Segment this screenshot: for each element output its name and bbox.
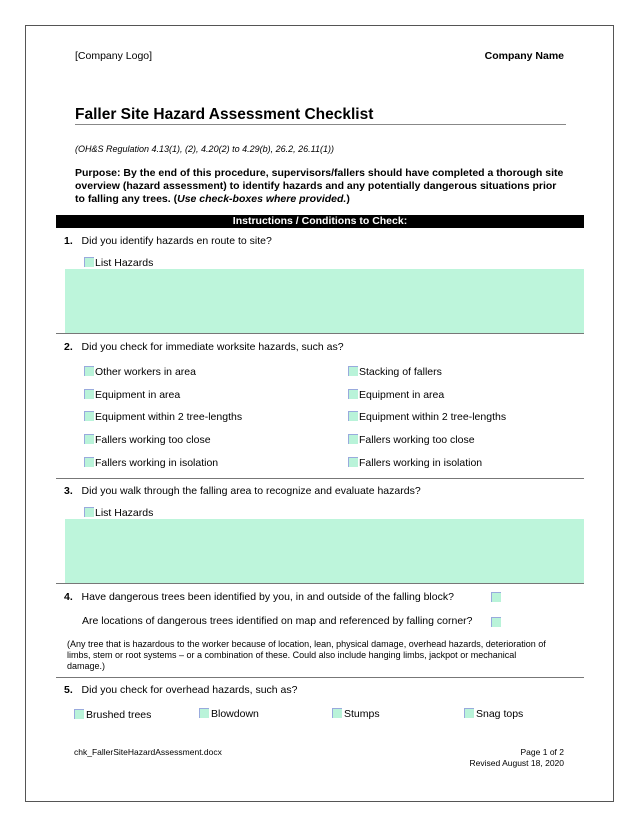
option-label: Stacking of fallers [359,366,442,378]
purpose-line-2: overview (hazard assessment) to identify hazards and any potentially dangerous situations prior [75,180,557,192]
question-1 [64,235,272,247]
dangerous-tree-note-1: (Any tree that is hazardous to the worker because of location, lean, physical damage, overhead hazards, deterioration of [67,639,546,649]
question-text: Did you identify hazards en route to site? [81,235,272,247]
snag-tops-checkbox[interactable] [464,708,474,718]
footer-filename: chk_FallerSiteHazardAssessment.docx [74,747,222,757]
dangerous-tree-note-3: damage.) [67,661,106,671]
list-hazards-checkbox[interactable] [84,507,94,517]
question-text: Did you check for overhead hazards, such as? [81,684,298,696]
checkbox[interactable] [84,366,94,376]
option-label: Snag tops [476,708,524,720]
checkbox[interactable] [348,411,358,421]
question-3 [64,485,421,497]
question-number: 2. [64,341,73,353]
hazards-text-field-1[interactable] [65,269,584,333]
checkbox[interactable] [348,434,358,444]
question-number: 3. [64,485,73,497]
regulation-reference: (OH&S Regulation 4.13(1), (2), 4.20(2) to 4.29(b), 26.2, 26.11(1)) [75,144,334,154]
company-logo-placeholder: [Company Logo] [75,50,153,62]
divider [56,677,584,678]
purpose-line-1: Purpose: By the end of this procedure, supervisors/fallers should have completed a thorough site [75,167,564,179]
title-underline [75,124,566,125]
option-label: Equipment in area [359,389,445,401]
dangerous-trees-identified-checkbox[interactable] [491,592,501,602]
footer-page-number: Page 1 of 2 [520,747,564,757]
blowdown-checkbox[interactable] [199,708,209,718]
option-label: Fallers working in isolation [95,457,219,469]
checkbox[interactable] [84,411,94,421]
list-hazards-label: List Hazards [95,257,154,269]
question-4 [64,591,454,603]
question-number: 4. [64,591,73,603]
option-label: Fallers working in isolation [359,457,483,469]
purpose-italic: Use check-boxes where provided. [177,193,347,205]
option-label: Fallers working too close [359,434,475,446]
purpose-text: to falling any trees. ( [75,193,178,205]
option-label: Brushed trees [86,709,152,721]
company-name: Company Name [484,50,564,62]
page-title: Faller Site Hazard Assessment Checklist [75,106,374,123]
question-text: Have dangerous trees been identified by you, in and outside of the falling block? [81,591,454,603]
purpose-end: ) [346,193,350,205]
option-label: Equipment within 2 tree-lengths [95,411,243,423]
list-hazards-label: List Hazards [95,507,154,519]
checkbox[interactable] [348,366,358,376]
question-text: Did you walk through the falling area to recognize and evaluate hazards? [81,485,421,497]
divider [56,583,584,584]
question-2 [64,341,344,353]
checkbox[interactable] [348,389,358,399]
question-text: Did you check for immediate worksite hazards, such as? [81,341,344,353]
question-number: 5. [64,684,73,696]
locations-mapped-checkbox[interactable] [491,617,501,627]
checkbox[interactable] [84,457,94,467]
option-label: Equipment in area [95,389,181,401]
dangerous-tree-note-2: limbs, stem or root systems – or a combination of these. Could also include hanging limbs, jackpot or mechanical [67,650,517,660]
option-label: Stumps [344,708,380,720]
option-label: Other workers in area [95,366,196,378]
divider [56,333,584,334]
option-label: Blowdown [211,708,259,720]
question-4-sub: Are locations of dangerous trees identified on map and referenced by falling corner? [82,615,473,627]
brushed-trees-checkbox[interactable] [74,709,84,719]
question-number: 1. [64,235,73,247]
footer-revised-date: Revised August 18, 2020 [469,758,564,768]
instructions-bar: Instructions / Conditions to Check: [56,215,584,228]
list-hazards-checkbox[interactable] [84,257,94,267]
option-label: Equipment within 2 tree-lengths [359,411,507,423]
checkbox[interactable] [348,457,358,467]
question-5 [64,684,297,696]
purpose-line-3 [75,193,350,205]
hazards-text-field-3[interactable] [65,519,584,583]
divider [56,478,584,479]
option-label: Fallers working too close [95,434,211,446]
checkbox[interactable] [84,389,94,399]
checkbox[interactable] [84,434,94,444]
stumps-checkbox[interactable] [332,708,342,718]
